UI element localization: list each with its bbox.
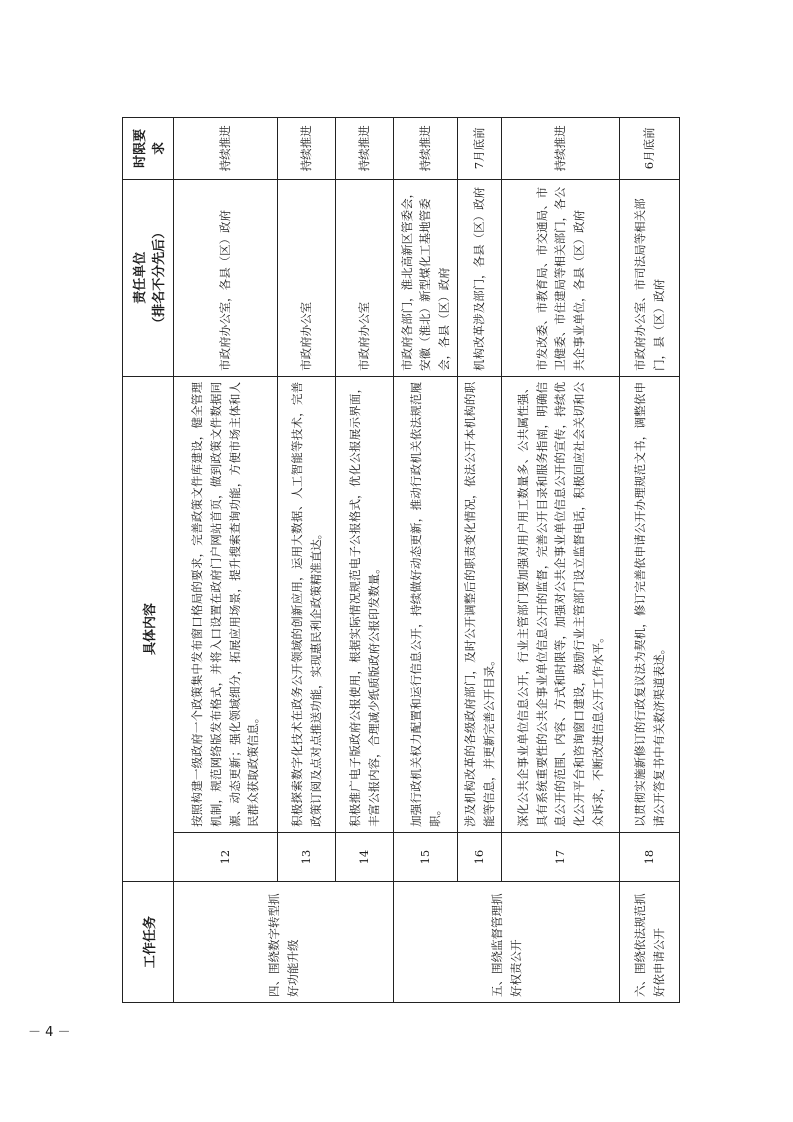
row-deadline: 持续推进 [394,118,458,180]
row-content: 涉及机构改革的各级政府部门，及时公开调整后的职责变化情况，依法公开本机构的职能等信息，并更新完善公开目录。 [458,376,502,832]
header-row [123,118,174,1003]
row-content: 深化公共企事业单位信息公开，行业主管部门要加强对用户用工数量多、公共属性强、具有系统重要性的公共企事业单位信息公开的监督，完善公开目录和服务指南，明确信息公开的范围、内容、方式和时限等，加强对公共企事业单位信息公开的宣传，持续优化公开平台和咨询窗口建设，鼓励行业主管部门设立监督电话，积极回应社会关切和公众诉求，不断改进信息公开工作水平。 [502,376,620,832]
row-deadline: 6月底前 [620,118,680,180]
row-deadline: 持续推进 [502,118,620,180]
page-number: － 4 － [28,1025,71,1040]
row-content: 积极推广电子版政府公报使用，根据实际情况规范电子公报格式，优化公报展示界面，丰富公报内容，合理减少纸质版政府公报印发数量。 [336,376,394,832]
header-task: 工作任务 [123,882,174,1003]
row-number: 16 [458,832,502,881]
task-cell-6: 六、围绕依法规范抓好依申请公开 [620,882,680,1003]
table-row [336,118,394,1003]
row-deadline: 持续推进 [336,118,394,180]
row-dept: 市发改委、市教育局、市交通局、市卫健委、市住建局等相关部门，各公共企事业单位，各县（区）政府 [502,179,620,376]
header-responsible [123,179,174,376]
header-deadline: 时限要求 [123,118,174,180]
row-dept: 市政府办公室，各县（区）政府 [174,179,278,376]
row-content: 积极探索数字化技术在政务公开领域的创新应用，运用大数据、人工智能等技术，完善政策订阅及点对点推送功能，实现惠民利企政策精准直达。 [278,376,336,832]
row-content: 以贯彻实施新修订的行政复议法为契机，修订完善依申请公开办理规范文书，调整依申请公开答复书中有关救济渠道表述。 [620,376,680,832]
work-task-table [122,117,680,1003]
row-content: 按照构建一级政府一个政策集中发布窗口格局的要求，完善政策文件库建设，健全管理机制，规范网络版发布格式，并将入口设置在政府门户网站首页，做到政策文件数据同源、动态更新；强化领域细分，拓展应用场景，提升搜索查询功能，方便市场主体和人民群众获取政策信息。 [174,376,278,832]
task-cell-5: 五、围绕监督管理抓好权责公开 [394,882,620,1003]
table-row [174,118,278,1003]
row-dept: 市政府办公室、市司法局等相关部门，县（区）政府 [620,179,680,376]
row-content: 加强行政机关权力配置和运行信息公开，持续做好动态更新，推动行政机关依法规范履职。 [394,376,458,832]
row-number: 13 [278,832,336,881]
table-row [620,118,680,1003]
table-row [502,118,620,1003]
row-deadline: 持续推进 [278,118,336,180]
table-wrapper [122,117,793,997]
row-dept: 市政府办公室 [278,179,336,376]
row-number: 15 [394,832,458,881]
row-deadline: 7月底前 [458,118,502,180]
header-content: 具体内容 [123,376,174,881]
header-responsible-line1: 责任单位 [133,251,148,304]
row-number: 18 [620,832,680,881]
row-dept: 市政府各部门，淮北高新区管委会，安徽（淮北）新型煤化工基地管委会，各县（区）政府 [394,179,458,376]
table-row [278,118,336,1003]
task-cell-4: 四、围绕数字转型抓好功能升级 [174,882,394,1003]
table-row [458,118,502,1003]
row-number: 14 [336,832,394,881]
table-row [394,118,458,1003]
row-dept: 机构改革涉及部门，各县（区）政府 [458,179,502,376]
row-number: 12 [174,832,278,881]
row-dept: 市政府办公室 [336,179,394,376]
task-table [122,117,669,1003]
row-deadline: 持续推进 [174,118,278,180]
row-number: 17 [502,832,620,881]
header-responsible-line2: （排名不分先后） [152,225,167,330]
